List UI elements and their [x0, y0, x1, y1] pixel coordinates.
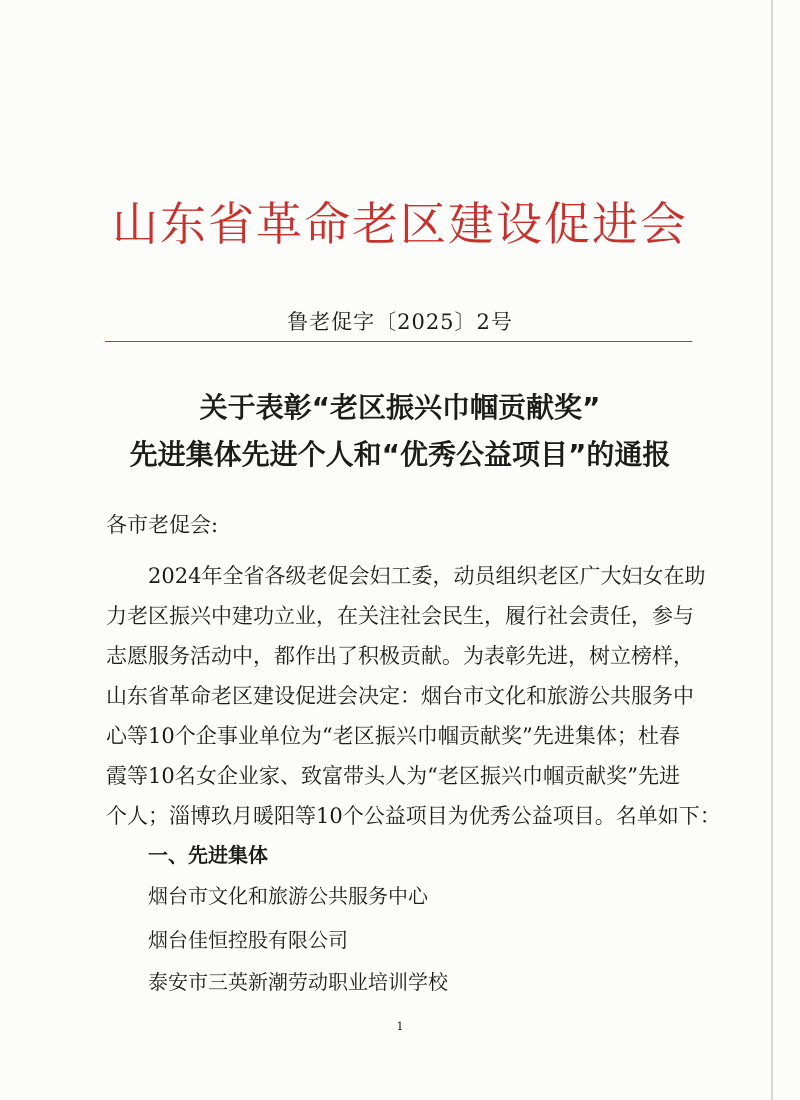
page-number: 1	[396, 1020, 404, 1033]
list-item: 泰安市三英新潮劳动职业培训学校	[148, 970, 448, 994]
list-item: 烟台佳恒控股有限公司	[148, 928, 348, 952]
body-line: 力老区振兴中建功立业，在关注社会民生，履行社会责任，参与	[106, 604, 694, 628]
organization-name: 山东省革命老区建设促进会	[112, 197, 688, 251]
scan-edge	[771, 0, 773, 1100]
salutation: 各市老促会:	[106, 513, 219, 537]
header-divider	[105, 341, 692, 342]
body-line: 山东省革命老区建设促进会决定：烟台市文化和旅游公共服务中	[106, 684, 694, 708]
section-heading-advanced-collectives: 一、先进集体	[148, 843, 268, 867]
body-line: 霞等10名女企业家、致富带头人为“老区振兴巾帼贡献奖”先进	[106, 764, 680, 788]
document-title-line-1: 关于表彰“老区振兴巾帼贡献奖”	[199, 391, 601, 424]
body-line: 个人；淄博玖月暖阳等10个公益项目为优秀公益项目。名单如下：	[106, 804, 721, 828]
document-number: 鲁老促字〔2025〕2号	[287, 310, 513, 334]
body-line: 志愿服务活动中，都作出了积极贡献。为表彰先进，树立榜样，	[106, 644, 694, 668]
body-line: 2024年全省各级老促会妇工委，动员组织老区广大妇女在助	[148, 564, 706, 588]
list-item: 烟台市文化和旅游公共服务中心	[148, 884, 428, 908]
document-title-line-2: 先进集体先进个人和“优秀公益项目”的通报	[129, 438, 671, 471]
body-line: 心等10个企事业单位为“老区振兴巾帼贡献奖”先进集体；杜春	[106, 724, 680, 748]
